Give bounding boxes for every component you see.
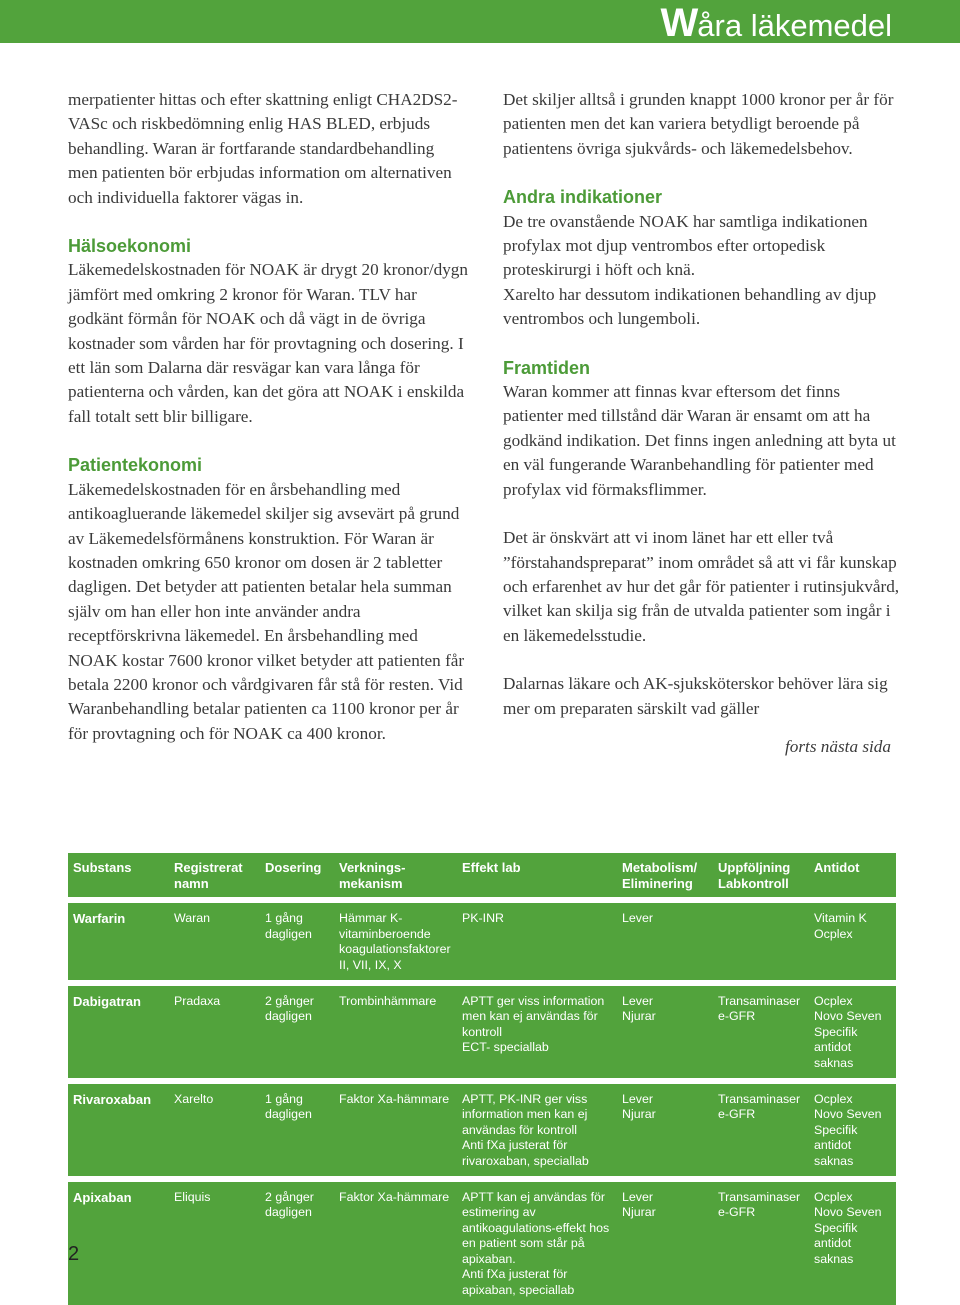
- table-cell: Lever Njurar: [617, 983, 713, 1081]
- table-cell: 2 gånger dagligen: [260, 1179, 334, 1305]
- table-header-cell: Metabolism/ Eliminering: [617, 853, 713, 900]
- header-bar: [0, 0, 960, 43]
- table-cell: Lever Njurar: [617, 1081, 713, 1179]
- patientekonomi-paragraph: Läkemedelskostnaden för en årsbehandling med antikoagluerande läkemedel skiljer sig avsevärt på grund av Läkemedelsförmånens konstruktion. För Waran är kostnaden omkring 650 kronor om dosen är 2 tabletter dagligen. Det betyder att patienten betalar hela summan själv om han eller hon inte använder andra receptförskrivna läkemedel. En årsbehandling med NOAK kostar 7600 kronor vilket betyder att patienten får betala 2200 kronor och vårdgivaren får stå för resten. Vid Waranbehandling betalar patienten ca 1100 kronor per år för provtagning och för NOAK ca 400 kronor.: [68, 479, 465, 743]
- table-cell: 1 gång dagligen: [260, 1081, 334, 1179]
- table-cell: Ocplex Novo Seven Specifik antidot saknas: [809, 1179, 896, 1305]
- table-cell: APTT, PK-INR ger viss information men kan ej användas för kontroll Anti fXa justerat för rivaroxaban, speciallab: [457, 1081, 617, 1179]
- table-header-cell: Verknings- mekanism: [334, 853, 457, 900]
- table-cell: Dabigatran: [68, 983, 169, 1081]
- table-header-cell: Substans: [68, 853, 169, 900]
- brand-initial: W: [660, 1, 698, 45]
- brand-rest: åra läkemedel: [697, 8, 892, 43]
- table-cell: Faktor Xa-hämmare: [334, 1081, 457, 1179]
- table-cell: Waran: [169, 900, 260, 982]
- table-cell: Transaminaser e-GFR: [713, 983, 809, 1081]
- table-cell: APTT kan ej användas för estimering av antikoagulations-effekt hos en patient som står på apixaban. Anti fXa justerat för apixaban, speciallab: [457, 1179, 617, 1305]
- table-row: [68, 983, 896, 1081]
- table-cell: Xarelto: [169, 1081, 260, 1179]
- table-cell: Lever Njurar: [617, 1179, 713, 1305]
- right-intro-paragraph: Det skiljer alltså i grunden knappt 1000 kronor per år för patienten men det kan variera betydligt beroende på patientens övriga sjukvårds- och läkemedelsbehov.: [503, 90, 894, 158]
- andra-indikationer-paragraph-2: Xarelto har dessutom indikationen behandling av djup ventrombos och lungemboli.: [503, 284, 877, 329]
- left-column: [68, 88, 468, 746]
- table-cell: Ocplex Novo Seven Specifik antidot saknas: [809, 983, 896, 1081]
- brand-title: [660, 1, 892, 45]
- table-cell: APTT ger viss information men kan ej användas för kontroll ECT- speciallab: [457, 983, 617, 1081]
- halsoekonomi-heading: Hälsoekonomi: [68, 236, 192, 257]
- right-column: [503, 88, 903, 759]
- framtiden-heading: Framtiden: [503, 357, 591, 378]
- table-header-cell: Uppföljning Labkontroll: [713, 853, 809, 900]
- table-cell: 1 gång dagligen: [260, 900, 334, 982]
- table-cell: Faktor Xa-hämmare: [334, 1179, 457, 1305]
- framtiden-paragraph-1: Waran kommer att finnas kvar eftersom det finns patienter med tillstånd där Waran är ensamt om att ha godkänd indikation. Det finns ingen anledning att byta ut en väl fungerande Waranbehandling för patienter med profylax vid förmaksflimmer.: [503, 382, 896, 499]
- table-cell: Transaminaser e-GFR: [713, 1081, 809, 1179]
- halsoekonomi-paragraph: Läkemedelskostnaden för NOAK är drygt 20 kronor/dygn jämfört med omkring 2 kronor för Waran. TLV har godkänt förmån för NOAK och då vägt in de övriga kostnader som vården har för provtagning och dosering. I ett län som Dalarna där resvägar kan vara långa för patienterna och vården, kan det göra att NOAK i enskilda fall totalt sett blir billigare.: [68, 260, 468, 426]
- andra-indikationer-paragraph-1: De tre ovanstående NOAK har samtliga indikationen profylax mot djup ventrombos efter ortopedisk proteskirurgi i höft och knä.: [503, 211, 868, 280]
- table-header-cell: Antidot: [809, 853, 896, 900]
- table-cell: 2 gånger dagligen: [260, 983, 334, 1081]
- page-number: 2: [68, 1243, 80, 1265]
- table-row: [68, 1179, 896, 1305]
- table-cell: [713, 900, 809, 982]
- left-intro-paragraph: merpatienter hittas och efter skattning enligt CHA2DS2- VASc och riskbedömning enlig HAS BLED, erbjuds behandling. Waran är fortfarande standardbehandling men patienten bör erbjudas information om alternativen och individuella faktorer vägas in.: [68, 90, 458, 207]
- table-header-row: [68, 853, 896, 900]
- table-cell: Ocplex Novo Seven Specifik antidot saknas: [809, 1081, 896, 1179]
- table-header-cell: Dosering: [260, 853, 334, 900]
- table-header-cell: Registrerat namn: [169, 853, 260, 900]
- table-cell: Vitamin K Ocplex: [809, 900, 896, 982]
- anticoagulant-table: [68, 853, 896, 1305]
- table-cell: Warfarin: [68, 900, 169, 982]
- table-cell: Trombinhämmare: [334, 983, 457, 1081]
- table-header-cell: Effekt lab: [457, 853, 617, 900]
- framtiden-paragraph-3: Dalarnas läkare och AK-sjuksköterskor behöver lära sig mer om preparaten särskilt vad gäller: [503, 674, 888, 718]
- table-row: [68, 1081, 896, 1179]
- andra-indikationer-heading: Andra indikationer: [503, 187, 663, 208]
- table-cell: Eliquis: [169, 1179, 260, 1305]
- table-cell: Lever: [617, 900, 713, 982]
- table-cell: Transaminaser e-GFR: [713, 1179, 809, 1305]
- table-row: [68, 900, 896, 982]
- framtiden-paragraph-2: Det är önskvärt att vi inom länet har ett eller två ”förstahandspreparat” inom området så att vi får kunskap och erfarenhet av hur det går för patienter i rutinsjukvård, vilket kan skilja sig från de utvalda patienter som ingår i en läkemedelsstudie.: [503, 528, 900, 645]
- table-cell: Rivaroxaban: [68, 1081, 169, 1179]
- table-cell: Hämmar K-vitaminberoende koagulationsfaktorer II, VII, IX, X: [334, 900, 457, 982]
- table-cell: Pradaxa: [169, 983, 260, 1081]
- continued-next-page-note: forts nästa sida: [784, 736, 891, 756]
- table-cell: PK-INR: [457, 900, 617, 982]
- table-cell: Apixaban: [68, 1179, 169, 1305]
- patientekonomi-heading: Patientekonomi: [68, 455, 203, 476]
